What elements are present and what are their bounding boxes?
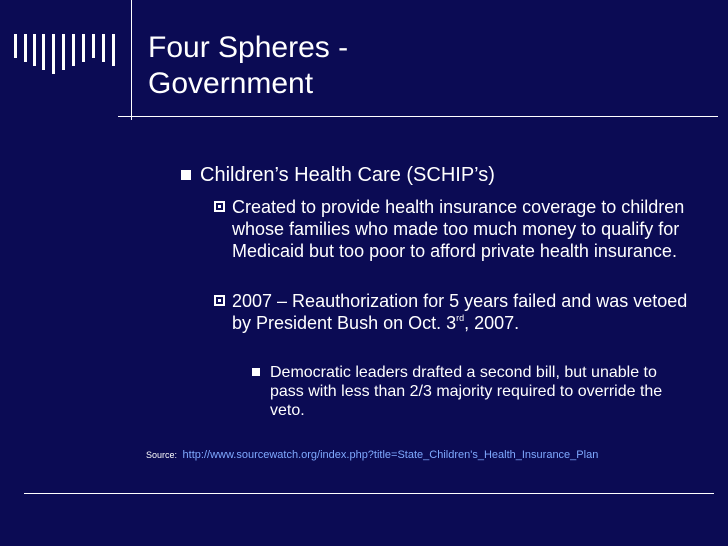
slide-title xyxy=(148,30,668,102)
decor-bar xyxy=(24,34,27,62)
bullet-square-icon xyxy=(252,368,260,376)
bullet-square-outline-icon xyxy=(214,295,225,306)
source-citation xyxy=(146,449,598,461)
bullet-sub-1: Created to provide health insurance coverage to children whose families who made too much money to qualify for Medicaid but too poor to afford private health insurance. xyxy=(232,197,685,261)
bullet-square-outline-icon xyxy=(214,201,225,212)
ordinal-suffix: rd xyxy=(456,313,465,323)
decor-bar xyxy=(82,34,85,62)
bullet-square-icon xyxy=(181,170,191,180)
decorative-bars xyxy=(14,34,134,74)
bullet-main: Children’s Health Care (SCHIP’s) xyxy=(200,164,495,186)
decor-bar xyxy=(52,34,55,74)
title-line-2: Government xyxy=(148,67,314,100)
bullet-sub-2-text: 2007 – Reauthorization for 5 years failed and was vetoed by President Bush on Oct. 3 xyxy=(232,291,688,333)
footer-divider xyxy=(24,493,714,494)
decor-bar xyxy=(112,34,115,66)
title-divider xyxy=(118,116,718,117)
decor-bar xyxy=(14,34,17,58)
decor-bar xyxy=(72,34,75,66)
decor-bar xyxy=(33,34,36,66)
bullet-subsub-1: Democratic leaders drafted a second bill, but unable to pass with less than 2/3 majority required to override the veto. xyxy=(270,364,663,419)
decor-bar xyxy=(102,34,105,62)
decor-bar xyxy=(62,34,65,70)
bullet-sub-2 xyxy=(232,290,692,334)
decor-bar xyxy=(92,34,95,58)
decor-bar xyxy=(42,34,45,70)
source-label: Source: xyxy=(146,450,178,460)
bullet-sub-2-end: , 2007. xyxy=(464,313,520,333)
vertical-divider xyxy=(131,0,132,120)
source-link[interactable]: http://www.sourcewatch.org/index.php?title=State_Children's_Health_Insurance_Plan xyxy=(182,449,599,461)
title-line-1: Four Spheres - xyxy=(148,31,349,64)
